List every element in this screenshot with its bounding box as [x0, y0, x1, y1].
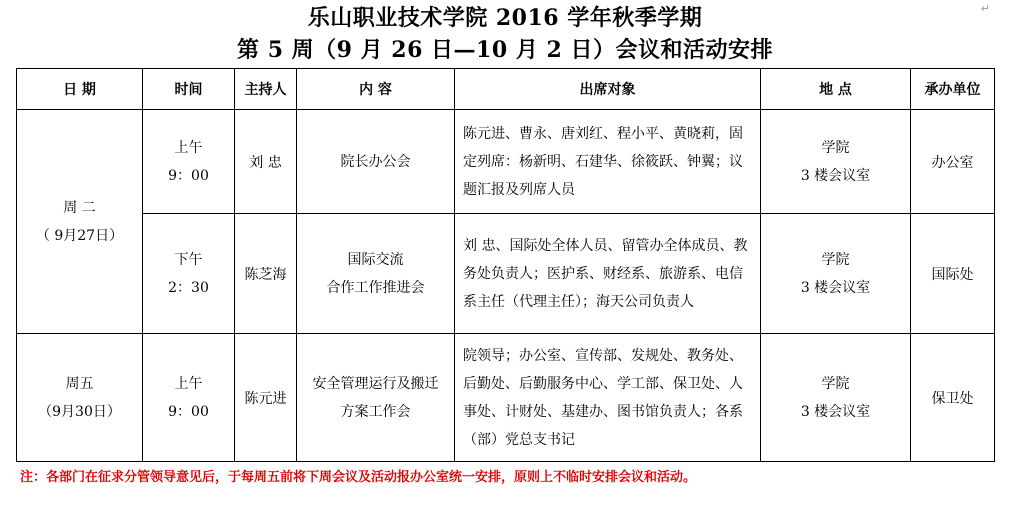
day-name: 周 二	[63, 199, 96, 216]
content-line: 方案工作会	[340, 403, 411, 420]
day-cell	[17, 110, 143, 334]
location-room: 3 楼会议室	[800, 279, 871, 296]
footnote: 注：各部门在征求分管领导意见后，于每周五前将下周会议及活动报办公室统一安排，原则上不临时安排会议和活动。	[20, 470, 697, 485]
page-subtitle: 第 5 周（9 月 26 日—10 月 2 日）会议和活动安排	[237, 37, 773, 63]
header-row	[17, 69, 995, 110]
table-row	[17, 334, 995, 462]
header-attendees: 出席对象	[455, 69, 761, 110]
header-location: 地 点	[761, 69, 911, 110]
location-room: 3 楼会议室	[800, 167, 871, 184]
organizer-cell: 国际处	[911, 214, 995, 334]
time-clock: 9：00	[168, 403, 209, 420]
attendees-cell: 陈元进、曹永、唐刘红、程小平、黄晓莉，固定列席：杨新明、石建华、徐筱跃、钟翼；议题汇报及列席人员	[455, 110, 761, 214]
content-line: 国际交流	[347, 251, 404, 268]
time-clock: 2：30	[168, 279, 209, 296]
location-cell	[761, 214, 911, 334]
content-line: 合作工作推进会	[326, 279, 425, 296]
content-cell	[297, 110, 455, 214]
page-title: 乐山职业技术学院 2016 学年秋季学期	[307, 5, 703, 31]
day-date: （9月30日）	[38, 403, 121, 420]
content-cell	[297, 334, 455, 462]
table-row	[17, 110, 995, 214]
day-date: （ 9月27日）	[35, 227, 124, 244]
host-cell: 陈元进	[235, 334, 297, 462]
time-cell	[143, 110, 235, 214]
location-cell	[761, 334, 911, 462]
location-line: 学院	[821, 375, 850, 392]
attendees-cell: 刘 忠、国际处全体人员、留管办全体成员、教务处负责人；医护系、财经系、旅游系、电信系主任（代理主任）；海天公司负责人	[455, 214, 761, 334]
location-line: 学院	[821, 251, 850, 268]
table-row	[17, 214, 995, 334]
header-organizer: 承办单位	[911, 69, 995, 110]
day-cell	[17, 334, 143, 462]
time-period: 下午	[174, 251, 203, 268]
time-cell	[143, 214, 235, 334]
time-period: 上午	[174, 139, 203, 156]
organizer-cell: 保卫处	[911, 334, 995, 462]
time-clock: 9：00	[168, 167, 209, 184]
header-content: 内 容	[297, 69, 455, 110]
header-date: 日 期	[17, 69, 143, 110]
paragraph-mark: ↵	[980, 2, 990, 15]
attendees-cell: 院领导；办公室、宣传部、发规处、教务处、后勤处、后勤服务中心、学工部、保卫处、人事处、计财处、基建办、图书馆负责人；各系（部）党总支书记	[455, 334, 761, 462]
time-cell	[143, 334, 235, 462]
location-line: 学院	[821, 139, 850, 156]
time-period: 上午	[174, 375, 203, 392]
content-line: 院长办公会	[340, 153, 411, 170]
organizer-cell: 办公室	[911, 110, 995, 214]
schedule-table	[16, 68, 995, 462]
header-host: 主持人	[235, 69, 297, 110]
content-line: 安全管理运行及搬迁	[312, 375, 439, 392]
content-cell	[297, 214, 455, 334]
header-time: 时间	[143, 69, 235, 110]
location-cell	[761, 110, 911, 214]
location-room: 3 楼会议室	[800, 403, 871, 420]
day-name: 周五	[65, 375, 94, 392]
host-cell: 刘 忠	[235, 110, 297, 214]
host-cell: 陈芝海	[235, 214, 297, 334]
